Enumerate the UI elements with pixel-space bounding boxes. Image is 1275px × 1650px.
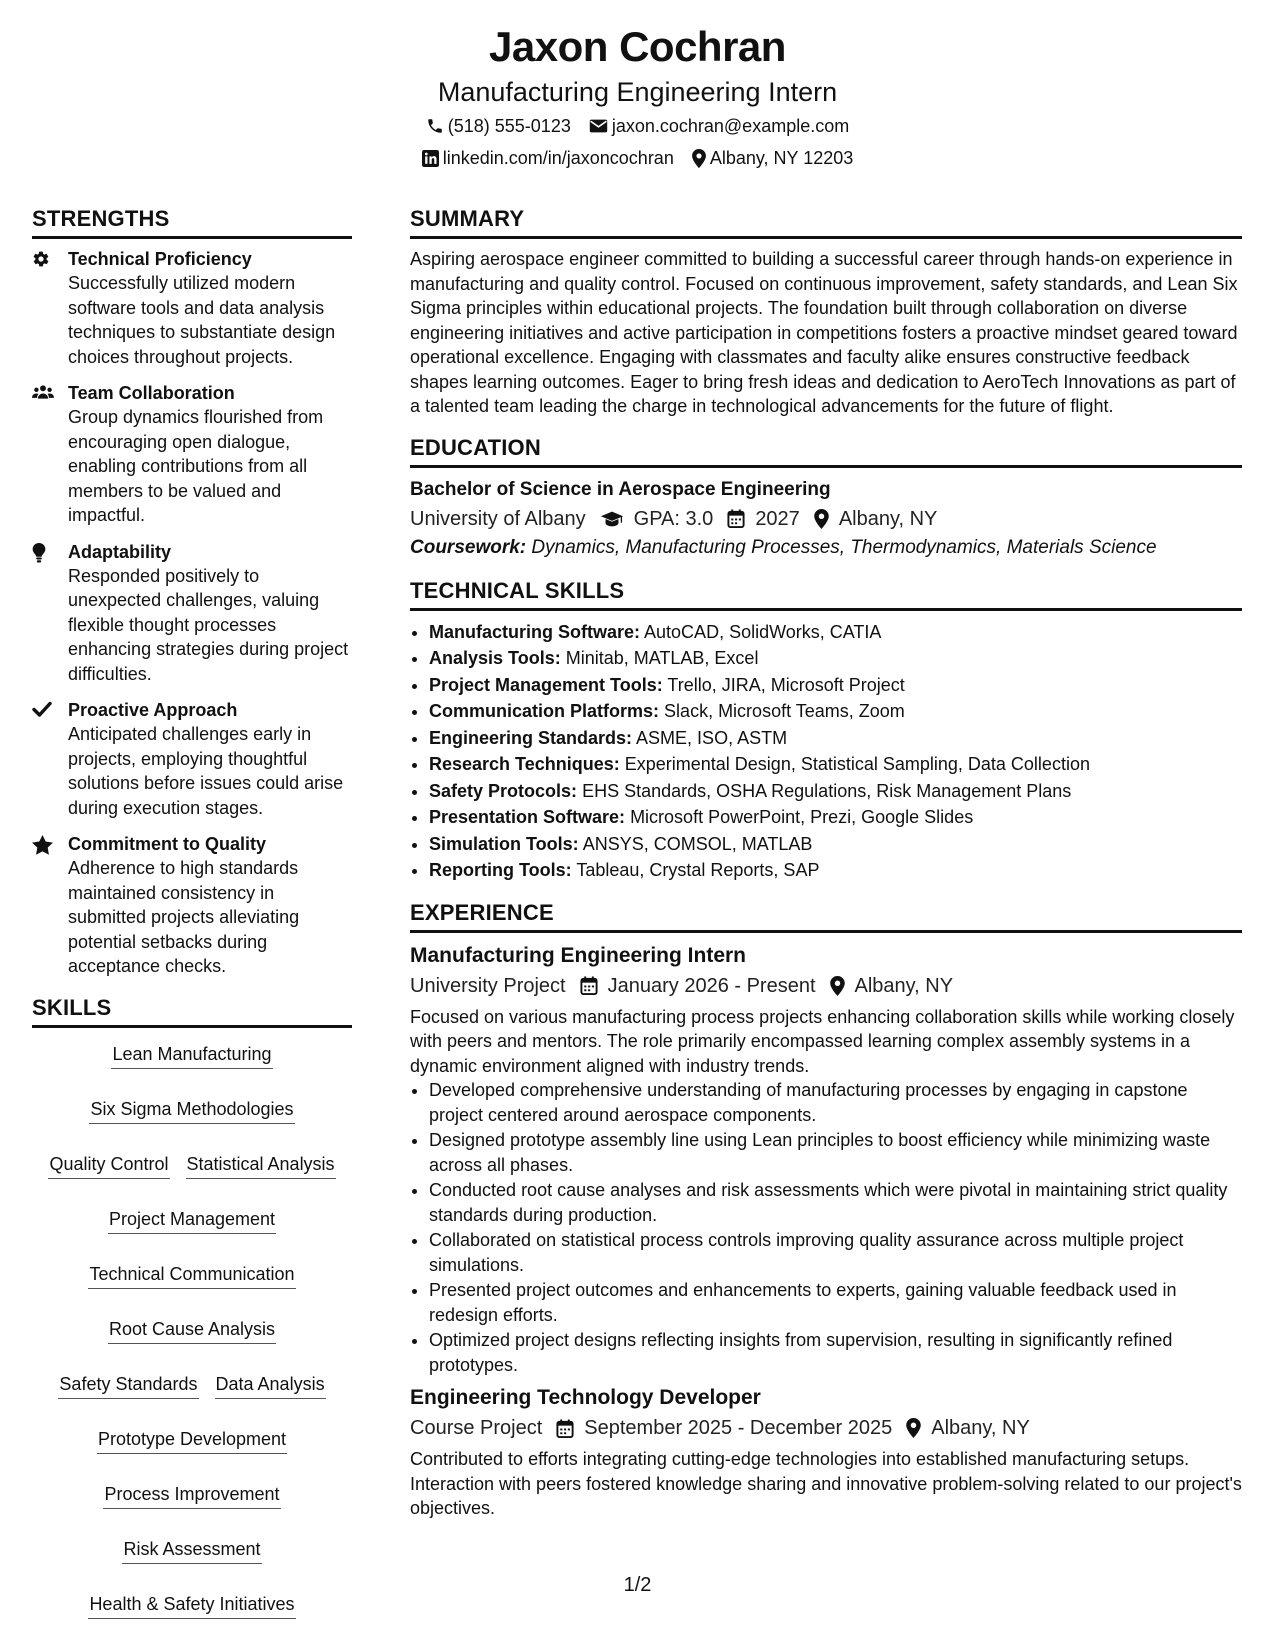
phone-icon [426, 117, 444, 135]
skill-tag: Root Cause Analysis [108, 1315, 276, 1344]
job-description: Contributed to efforts integrating cutting-edge technologies into established manufacturing setups. Interaction with peers fostered knowledge sharing and innovative problem-solving related to our project's objectives. [410, 1449, 1242, 1518]
technical-skills-heading: TECHNICAL SKILLS [410, 576, 1242, 611]
skill-tag: Statistical Analysis [186, 1150, 336, 1179]
technical-skills-list [410, 619, 1242, 884]
strength-title: Team Collaboration [68, 383, 235, 403]
strength-item [32, 698, 352, 820]
school-name: University of Albany [410, 507, 586, 530]
list-item [429, 804, 1242, 831]
job-dates: September 2025 - December 2025 [584, 1417, 893, 1439]
skills-heading: SKILLS [32, 993, 352, 1028]
skill-category: Manufacturing Software: [429, 621, 641, 642]
summary-heading: SUMMARY [410, 204, 1242, 239]
skill-category: Communication Platforms: [429, 701, 660, 721]
skill-values: ASME, ISO, ASTM [636, 727, 788, 748]
education-meta [410, 504, 1242, 534]
phone-contact [426, 110, 571, 142]
calendar-icon [556, 1419, 574, 1438]
summary-text: Aspiring aerospace engineer committed to building a successful career through hands-on experience in manufacturing and quality control. Focused on continuous improvement, safety standards, and Lean Six Sigma principles within educational projects. The foundation built through collaboration on diverse engineering initiatives and active participation in competitions fosters a proactive mindset geared toward operational excellence. Engaging with classmates and faculty alike ensures constructive feedback shapes learning outcomes. Eager to bring fresh ideas and dedication to AeroTech Innovations as part of a talented team leading the charge in technological advancements for the future of flight. [410, 249, 1238, 416]
skill-values: Experimental Design, Statistical Sampling, Data Collection [624, 754, 1090, 774]
skill-tag: Health & Safety Initiatives [88, 1590, 295, 1619]
email-contact[interactable] [589, 110, 849, 142]
list-item [429, 725, 1242, 752]
strength-title: Technical Proficiency [68, 249, 252, 269]
skill-values: Minitab, MATLAB, Excel [565, 648, 759, 668]
candidate-title: Manufacturing Engineering Intern [437, 77, 838, 107]
list-item [429, 778, 1242, 805]
skill-tag: Data Analysis [215, 1370, 326, 1399]
skill-values: Microsoft PowerPoint, Prezi, Google Slides [630, 807, 974, 827]
skill-category: Simulation Tools: [429, 833, 579, 854]
gpa-text: GPA: 3.0 [633, 507, 714, 530]
contact-row-1 [0, 110, 1275, 142]
job-title: Engineering Technology Developer [410, 1386, 761, 1409]
calendar-icon [580, 976, 598, 995]
skill-tag: Safety Standards [58, 1370, 198, 1399]
job-bullets [410, 1078, 1242, 1377]
map-pin-icon [830, 976, 845, 996]
strength-description: Anticipated challenges early in projects, employing thoughtful solutions before issues could arise during execution stages. [68, 724, 344, 818]
skill-tag: Technical Communication [88, 1260, 295, 1289]
skill-category: Engineering Standards: [429, 727, 633, 748]
map-pin-icon [906, 1418, 921, 1438]
page-number: 1/2 [623, 1574, 652, 1596]
skill-category: Project Management Tools: [429, 674, 663, 695]
skill-tag: Quality Control [48, 1150, 169, 1179]
job-location: Albany, NY [931, 1417, 1030, 1439]
skill-category: Reporting Tools: [429, 860, 572, 880]
map-pin-icon [692, 149, 706, 168]
list-item [429, 698, 1242, 725]
envelope-icon [589, 118, 608, 134]
strength-description: Adherence to high standards maintained consistency in submitted projects alleviating potential setbacks during acceptance checks. [68, 858, 300, 976]
skill-values: AutoCAD, SolidWorks, CATIA [644, 621, 882, 642]
skill-tag: Project Management [108, 1205, 276, 1234]
skill-values: EHS Standards, OSHA Regulations, Risk Management Plans [582, 780, 1072, 801]
strength-description: Successfully utilized modern software tools and data analysis techniques to substantiate design choices throughout projects. [68, 273, 336, 367]
experience-heading: EXPERIENCE [410, 898, 1242, 933]
lightbulb-icon [32, 543, 46, 563]
list-item [429, 831, 1242, 858]
skill-values: Trello, JIRA, Microsoft Project [667, 674, 905, 695]
coursework-label: Coursework: [410, 536, 527, 558]
linkedin-contact[interactable] [422, 142, 674, 174]
job-title: Manufacturing Engineering Intern [410, 943, 747, 967]
list-item [429, 619, 1242, 646]
job-meta [410, 1413, 1242, 1443]
skill-values: ANSYS, COMSOL, MATLAB [582, 833, 813, 854]
strength-title: Commitment to Quality [68, 834, 267, 854]
skill-tag: Six Sigma Methodologies [89, 1095, 294, 1124]
list-item: • Developed comprehensive understanding of manufacturing processes by engaging in capstone project centered around aerospace components. [429, 1078, 1242, 1127]
contact-row-2 [0, 142, 1275, 174]
skill-category: Research Techniques: [429, 754, 620, 774]
coursework-line [410, 534, 1242, 562]
map-pin-icon [814, 509, 829, 529]
graduation-year: 2027 [755, 507, 800, 530]
strength-item [32, 247, 352, 369]
job-dates: January 2026 - Present [607, 974, 816, 997]
right-column [410, 204, 1242, 1521]
linkedin-icon [422, 150, 439, 167]
skill-category: Presentation Software: [429, 807, 626, 827]
job-org: University Project [410, 974, 566, 997]
left-column [32, 204, 352, 1619]
skill-category: Safety Protocols: [429, 780, 578, 801]
skill-tag: Lean Manufacturing [111, 1040, 272, 1069]
check-icon [32, 701, 52, 717]
list-item: • Designed prototype assembly line using Lean principles to boost efficiency while minimizing waste across all phases. [429, 1128, 1242, 1177]
coursework-list: Dynamics, Manufacturing Processes, Thermodynamics, Materials Science [531, 536, 1157, 558]
email-text[interactable]: jaxon.cochran@example.com [611, 116, 850, 136]
location-contact [692, 142, 853, 174]
strength-title: Adaptability [68, 541, 172, 562]
education-location: Albany, NY [838, 507, 938, 530]
phone-text: (518) 555-0123 [447, 116, 571, 136]
list-item: • Presented project outcomes and enhancements to experts, gaining valuable feedback used in redesign efforts. [429, 1278, 1242, 1327]
job-org: Course Project [410, 1417, 543, 1439]
list-item: • Collaborated on statistical process controls improving quality assurance across multiple project simulations. [429, 1228, 1242, 1277]
list-item [429, 645, 1242, 672]
strengths-heading: STRENGTHS [32, 204, 352, 239]
gear-icon [32, 250, 50, 268]
skill-category: Analysis Tools: [429, 648, 561, 668]
candidate-name: Jaxon Cochran [489, 23, 786, 70]
location-text: Albany, NY 12203 [709, 148, 854, 168]
strength-title: Proactive Approach [68, 700, 238, 720]
skills-list [32, 1036, 352, 1619]
list-item: • Optimized project designs reflecting insights from supervision, resulting in significantly refined prototypes. [429, 1328, 1242, 1377]
job-meta [410, 971, 1242, 1001]
linkedin-text[interactable]: linkedin.com/in/jaxoncochran [442, 148, 674, 168]
users-icon [32, 384, 54, 400]
skill-tag: Risk Assessment [122, 1535, 261, 1564]
calendar-icon [727, 509, 745, 528]
experience-entry [410, 1383, 1242, 1521]
skill-tag: Process Improvement [103, 1480, 280, 1509]
strength-description: Group dynamics flourished from encouraging open dialogue, enabling contributions from all members to be valued and impactful. [68, 407, 324, 525]
strength-item [32, 540, 352, 687]
skill-values: Slack, Microsoft Teams, Zoom [664, 701, 905, 721]
list-item: • Conducted root cause analyses and risk assessments which were pivotal in maintaining strict quality standards during production. [429, 1178, 1242, 1227]
graduation-cap-icon [600, 510, 624, 528]
education-heading: EDUCATION [410, 433, 1242, 468]
job-description: Focused on various manufacturing process projects enhancing collaboration skills while working closely with peers and mentors. The role primarily encompassed learning complex assembly systems in a dynamic environment aligned with industry trends. [410, 1006, 1235, 1076]
skill-tag: Prototype Development [97, 1425, 287, 1454]
list-item [429, 672, 1242, 699]
degree-title: Bachelor of Science in Aerospace Engineering [410, 478, 831, 500]
resume-header [0, 20, 1275, 174]
strength-item [32, 832, 352, 979]
job-location: Albany, NY [854, 974, 954, 997]
strength-description: Responded positively to unexpected challenges, valuing flexible thought processes enhancing strategies during project difficulties. [68, 565, 349, 684]
experience-entry [410, 941, 1242, 1378]
list-item [429, 857, 1242, 884]
skill-values: Tableau, Crystal Reports, SAP [576, 860, 820, 880]
star-icon [32, 835, 53, 855]
strength-item [32, 381, 352, 528]
list-item [429, 751, 1242, 778]
